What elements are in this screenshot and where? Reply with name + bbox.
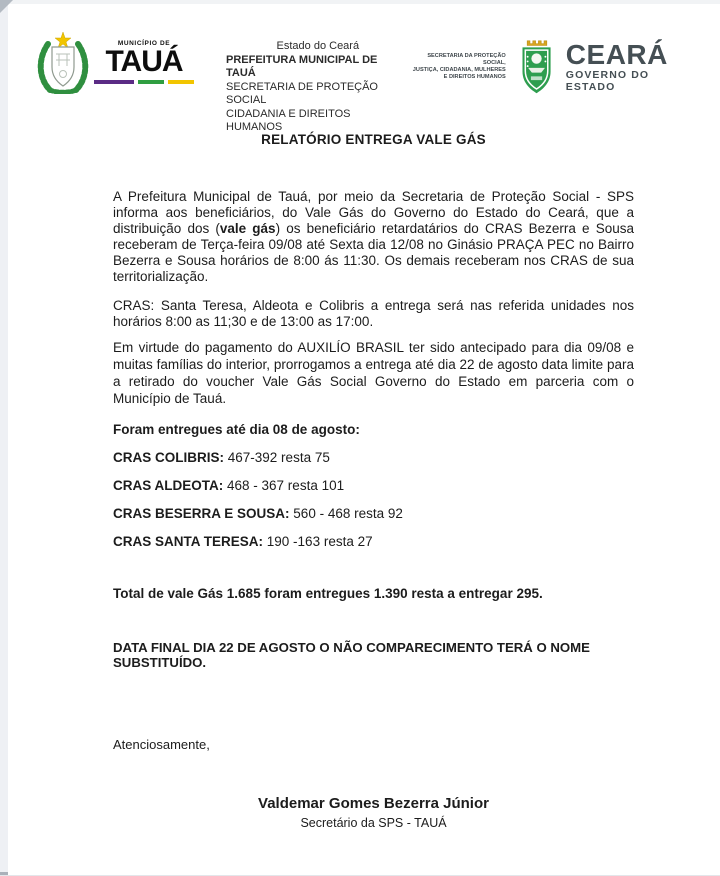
signature-name: Valdemar Gomes Bezerra Júnior [258, 795, 489, 812]
org-prefeitura-line: PREFEITURA MUNICIPAL DE TAUÁ [226, 53, 378, 79]
paragraph-auxilio-brasil: Em virtude do pagamento do AUXILÍO BRASIL ter sido antecipado para dia 09/08 e muitas famílias do interior, prorrogamos a entrega até dia 22 de agosto data limite para a retirado do voucher Vale Gás Social Governo do Estado em parceria com o Município de Tauá. [113, 340, 634, 406]
org-estado-line: Estado do Ceará [276, 40, 360, 52]
paragraph-distribution-end: ) os beneficiário retardatários do CRAS Bezerra e Sousa receberam de Terça-feira 09/08 até Sexta dia 12/08 no Ginásio PRAÇA PEC no Bairro Bezerra e Sousa horários de 8:00 ás 11:30. Os demais receberam nos CRAS de sua territorialização. [113, 221, 634, 284]
cras-colibris-row [113, 450, 634, 465]
org-cidadania-line: CIDADANIA E DIREITOS HUMANOS [226, 107, 351, 133]
paragraph-distribution [113, 189, 634, 285]
taua-coat-of-arms-icon [34, 30, 92, 94]
closing-salutation: Atenciosamente, [113, 737, 210, 752]
ceara-secretaria-line3: E DIREITOS HUMANOS [443, 74, 506, 80]
cras-colibris-label: CRAS COLIBRIS: [113, 450, 224, 465]
cras-santa-teresa-value: 190 -163 resta 27 [266, 534, 373, 549]
cras-beserra-sousa-row [113, 506, 634, 521]
ceara-brand-name: CEARÁ [565, 38, 668, 70]
paragraph-cras-schedule: CRAS: Santa Teresa, Aldeota e Colibris a entrega será nas referida unidades nos horários 8:00 as 11;30 e de 13:00 as 17:00. [113, 298, 634, 329]
paragraph-distribution-start: A Prefeitura Municipal de Tauá, por meio da Secretaria de Proteção Social - SPS informa aos beneficiários, do Vale Gás do Governo do Estado do Ceará, que a distribuição dos ( [113, 189, 634, 236]
cras-aldeota-value: 468 - 367 resta 101 [227, 478, 345, 493]
taua-name-label: TAUÁ [105, 45, 183, 78]
signature-role: Secretário da SPS - TAUÁ [300, 816, 447, 830]
org-secretaria-line: SECRETARIA DE PROTEÇÃO SOCIAL [226, 80, 378, 106]
cras-beserra-sousa-label: CRAS BESERRA E SOUSA: [113, 506, 290, 521]
total-summary-line: Total de vale Gás 1.685 foram entregues 1.390 resta a entregar 295. [113, 586, 543, 601]
vale-gas-bold-text: vale gás [219, 221, 276, 236]
page-corner-fold [0, 0, 13, 13]
taua-municipio-label: MUNICÍPIO DE [117, 40, 171, 47]
ceara-secretaria-line2: JUSTIÇA, CIDADANIA, MULHERES [412, 67, 506, 73]
cras-aldeota-label: CRAS ALDEOTA: [113, 478, 224, 493]
delivered-heading: Foram entregues até dia 08 de agosto: [113, 422, 360, 437]
document-body [113, 0, 634, 830]
cras-santa-teresa-row [113, 534, 634, 549]
page-frame-left [0, 0, 8, 876]
cras-beserra-sousa-value: 560 - 468 resta 92 [293, 506, 403, 521]
cras-santa-teresa-label: CRAS SANTA TERESA: [113, 534, 264, 549]
ceara-brand-subtitle: GOVERNO DO ESTADO [565, 68, 650, 93]
cras-colibris-value: 467-392 resta 75 [227, 450, 330, 465]
cras-aldeota-row [113, 478, 634, 493]
ceara-secretaria-line1: SECRETARIA DA PROTEÇÃO SOCIAL, [427, 53, 506, 66]
signature-block [113, 795, 634, 830]
document-title: RELATÓRIO ENTREGA VALE GÁS [261, 132, 486, 147]
final-date-warning-line: DATA FINAL DIA 22 DE AGOSTO O NÃO COMPARECIMENTO TERÁ O NOME SUBSTITUÍDO. [113, 640, 590, 670]
